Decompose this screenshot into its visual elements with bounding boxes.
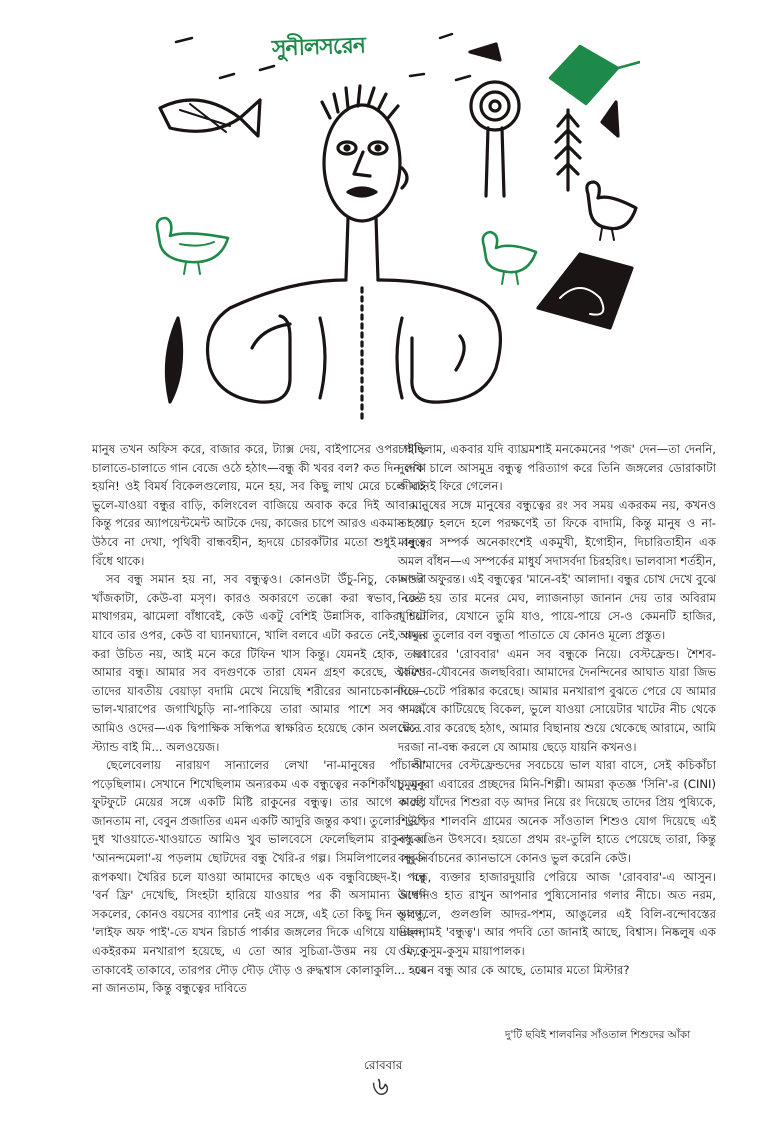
page-number: ৬ <box>372 1072 389 1102</box>
duck-left-green <box>157 218 228 262</box>
paragraph: মানুষ তখন অফিস করে, বাজার করে, ট্যাক্স দেয়, বাইপাসের ওপর গাড়ি চালাতে-চালাতে গান বেজে ওঠে হঠাৎ—বন্ধু কী খবর বল? কত দিন দেখা হয়নি! ওই বিমর্ষ বিকেলগুলোয়, মনে হয়, সব কিছু লাথ মেরে চলে যাই ভুলে-যাওয়া বন্ধুর বাড়ি, কলিংবেল বাজিয়ে অবাক করে দিই আবার... কিন্তু পরের অ্যাপয়েন্টমেন্ট আটকে দেয়, কাজের চাপে আরও একমাস হয়ে উঠবে না দেখা, পৃথিবী বান্ধবহীন, হৃদয়ে চোরকাঁটার মতো শুধুই বন্ধুত্ব বিঁধে থাকে। <box>92 442 426 568</box>
paragraph: আমাদের বেস্টফ্রেন্ডদের সবচেয়ে ভাল যারা বাসে, সেই কচিকাঁচা চুমুমুনুরা এবারের প্রচ্ছদের মিনি-শিল্পী। আমরা কৃতজ্ঞ 'সিনি'-র (CINI) কাছে, যাঁদের শিশুরা বড় আদর নিয়ে রং দিয়েছে তাদের প্রিয় পুষ্যিকে, শিউড়ির শালবনি গ্রামের অনেক সাঁওতাল শিশুও যোগ দিয়েছে এই বন্ধু-রঙিন উৎসবে। হয়তো প্রথম রং-তুলি হাতে পেয়েছে তারা, কিন্তু বন্ধু-নির্বাচনের ক্যানভাসে কোনও ভুল করেনি কেউ। <box>398 758 716 866</box>
figure-head <box>324 105 400 221</box>
children-drawing <box>140 18 640 423</box>
kite-green <box>550 46 618 104</box>
paragraph: সব বন্ধু সমান হয় না, সব বন্ধুত্বও। কোনওটা উঁচু-নিচু, কোনওটা খাঁজকাটা, কেউ-বা মসৃণ। কারও অকারণে তক্কো করা স্বভাব, কেউ মাথাগরম, ঝামেলা বাঁধাবেই, কেউ একটু বেশিই উন্নাসিক, বাকিরা চটে যাবে তার ওপর, কেউ বা ঘ্যানঘ্যানে, খালি বলবে এটা করতে নেই, অমন করা উচিত নয়, আই মনে করে টিফিন খাস কিন্তু। যেমনই হোক, তারা আমার বন্ধু। আমার সব বদগুণকে তারা যেমন গ্রহণ করেছে, আমিও তাদের যাবতীয় বেয়াড়া বদামি মেখে নিয়েছি শরীরের আনাচেকানাচে—ভাল-খারাপের জগাখিচুড়ি না-পাকিয়ে তারা আমার পাশে সব সময়, আমিও ওদের—এক দ্বিপাক্ষিক সন্ধিপত্র স্বাক্ষরিত হয়েছে কোন অলক্ষ্যে... স্ট্যান্ড বাই মি... অলওয়েজ। <box>92 572 426 754</box>
magazine-name: রোববার <box>364 1058 403 1072</box>
pine-tree <box>556 110 580 190</box>
paragraph: বন্ধু, ব্যক্তার হাজারদুয়ারি পেরিয়ে আজ 'রোববার'-এ আসুন। আপনিও হাত রাখুন আপনার পুষ্যিসোনার গলার নীচে। অত নরম, তুলতুলে, গুলগুলি আদর-পশম, আঙুলের এই বিলি-বন্দোবস্তের ভালনামই 'বন্ধুত্ব'। আর পদবি তো জানাই আছে, বিশ্বাস। নিষ্কলুষ এক ওম, কুসুম-কুসুম মায়াপালক। <box>398 869 716 959</box>
diamond-pattern <box>538 254 632 328</box>
artist-signature: সুনীলসরেন <box>271 33 366 62</box>
fish-lower-left <box>166 318 181 402</box>
fish-left <box>160 100 260 136</box>
paragraph: চাইছিলাম, একবার যদি ব্যাঘ্রমশাই মনকেমনের 'পজ' দেন—তা দেননি, দুলকি চালে আসমুদ্র বন্ধুত্ব পরিত্যাগ করে তিনি জঙ্গলের ডোরাকাটা জীবনেই ফিরে গেলেন। <box>398 442 716 494</box>
triangle-shape <box>602 102 618 136</box>
figure-neck <box>346 218 378 280</box>
paragraph: ছেলেবেলায় নারায়ণ সান্যালের লেখা 'না-মানুষের পাঁচালী' পড়েছিলাম। সেখানে শিখেছিলাম অন্যরকম এক বন্ধুত্বের নকশিকাঁথা। এক ফুটফুটে মেয়ের সঙ্গে একটি মিষ্টি রাকুনের বন্ধুত্ব। তার আগে অবধি জানতাম না, বেবুন প্রজাতির এমন একটি আদুরি জন্তুর কথা। তুলোর ড্রপে দুধ খাওয়াতে-খাওয়াতে আমিও খুব ভালবেসে ফেলেছিলাম রাকুন'কে। 'আনন্দমেলা'-য় পড়লাম ছোটদের বন্ধু খৈরি-র গল্প। সিমলিপালের সবুজ রূপকথা। খৈরির চলে যাওয়া আমাদের কাছেও এক বন্ধুবিচ্ছেদ-ই। পরে 'বর্ন ফ্রি' দেখেছি, সিংহটা হারিয়ে যাওয়ার পর কী অসামান্য উদ্বেগ সকলের, কোনও বয়সের ব্যাপার নেই এর সঙ্গে, এই তো কিছু দিন আগে, 'লাইফ অফ পাই'-তে যখন রিচার্ড পার্কার জঙ্গলের দিকে এগিয়ে যাচ্ছিল, একইরকম মনখারাপ হয়েছে, এ তো আর সুচিত্রা-উত্তম নয় যে ফিরে তাকাবেই তাকাবে, তারপর দৌড় দৌড় দৌড় ও রুদ্ধশ্বাস কোলাকুলি... হবে না জানতাম, কিন্তু বন্ধুত্বের দাবিতে <box>92 758 426 996</box>
article-left-column <box>92 440 426 998</box>
duck-right <box>587 182 636 229</box>
paragraph: এমন বন্ধু আর কে আছে, তোমার মতো মিস্টার? <box>412 962 630 977</box>
paragraph: মানুষের সঙ্গে মানুষের বন্ধুত্বের রং সব সময় একরকম নয়, কখনও তা গাঢ় হলদে হলে পরক্ষণেই তা ফিকে বাদামি, কিন্তু মানুষ ও না-মানুষের সম্পর্ক অনেকাংশেই একমুখী, ইগোহীন, দিচারিতাহীন এক অমল বাঁধন—এ সম্পর্কের মাধুর্য সদাসর্বদা চিরহরিৎ। ভালবাসা শর্তহীন, আদর অফুরন্ত। এই বন্ধুত্বের 'মানে-বই' আলাদা। বন্ধুর চোখ দেখে বুঝে নিতে হয় তার মনের মেঘ, ল্যাজনাড়া জানান দেয় তার অবিরাম খুশিয়ালির, যেখানে তুমি যাও, পায়ে-পায়ে সে-ও কেমনটি হাজির, আদুরে তুলোর বল বন্ধুতা পাতাতে যে কোনও মূল্যে প্রস্তুত। <box>398 497 716 642</box>
article-right-column <box>398 440 716 979</box>
figure-hair <box>322 86 398 118</box>
figure-mouth <box>348 188 376 196</box>
image-caption: দু'টি ছবিই শালবনির সাঁওতাল শিশুদের আঁকা <box>505 1029 691 1041</box>
bird-green <box>483 232 536 272</box>
paragraph: এবারের 'রোববার' এমন সব বন্ধুকে নিয়ে। বেস্টফ্রেন্ড। শৈশব-কৈশোর-যৌবনের জলছবিরা। আমাদের দৈনন্দিনের আঘাত যারা জিভ দিয়ে চেটে পরিষ্কার করেছে। আমার মনখারাপ বুঝতে পেরে যে আমার গা ঘেঁষে কাটিয়েছে বিকেল, ভুলে যাওয়া সোয়েটার খাটের নীচ থেকে টেনে বার করেছে হঠাৎ, আমার বিছানায় শুয়ে থেকেছে আরামে, আমি দরজা না-বন্ধ করলে যে আমায় ছেড়ে যায়নি কখনও। <box>398 646 716 754</box>
figure-nose <box>354 152 370 176</box>
tree-spiral <box>471 82 519 130</box>
